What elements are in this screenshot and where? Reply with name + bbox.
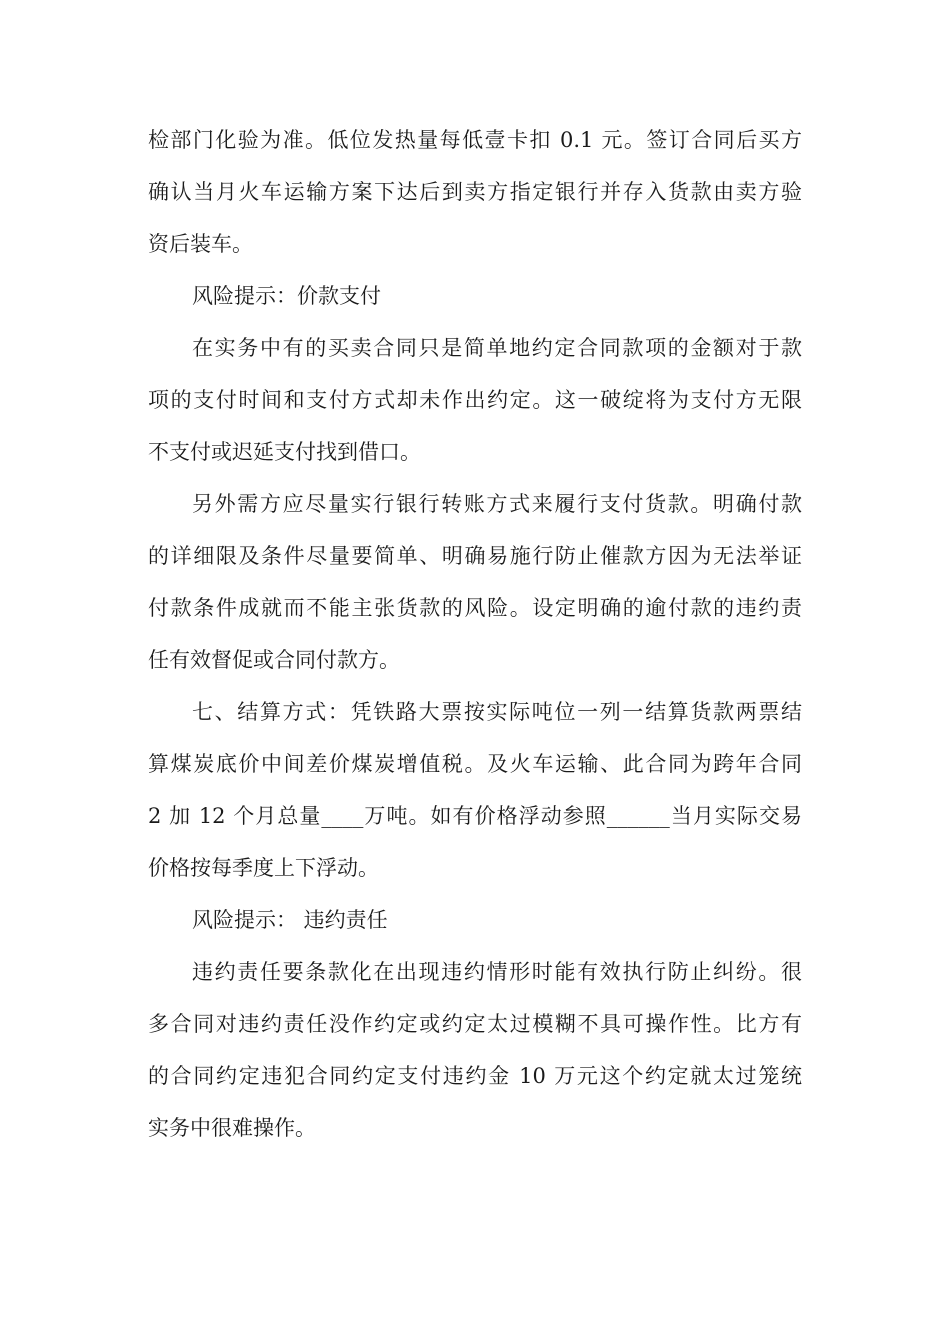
text-line: 违约责任要条款化在出现违约情形时能有效执行防止纠纷。很 — [192, 960, 802, 984]
text-line: 风险提示： 违约责任 — [192, 908, 388, 932]
text-line: 实务中很难操作。 — [148, 1116, 316, 1140]
text-line: 检部门化验为准。低位发热量每低壹卡扣 0.1 元。签订合同后买方 — [148, 128, 802, 152]
text-line: 多合同对违约责任没作约定或约定太过模糊不具可操作性。比方有 — [148, 1012, 802, 1036]
text-line: 付款条件成就而不能主张货款的风险。设定明确的逾付款的违约责 — [148, 596, 802, 620]
text-line: 2 加 12 个月总量____万吨。如有价格浮动参照______当月实际交易 — [148, 804, 802, 828]
text-line: 另外需方应尽量实行银行转账方式来履行支付货款。明确付款 — [192, 492, 802, 516]
text-line: 算煤炭底价中间差价煤炭增值税。及火车运输、此合同为跨年合同 — [148, 752, 802, 776]
text-line: 确认当月火车运输方案下达后到卖方指定银行并存入货款由卖方验 — [148, 180, 802, 204]
text-line: 在实务中有的买卖合同只是简单地约定合同款项的金额对于款 — [192, 336, 802, 360]
heading-risk-payment — [148, 270, 802, 322]
text-line: 的详细限及条件尽量要简单、明确易施行防止催款方因为无法举证 — [148, 544, 802, 568]
text-line: 任有效督促或合同付款方。 — [148, 648, 400, 672]
text-line: 项的支付时间和支付方式却未作出约定。这一破绽将为支付方无限 — [148, 388, 802, 412]
document-page — [148, 114, 802, 1154]
heading-risk-liability — [148, 894, 802, 946]
text-line: 七、结算方式：凭铁路大票按实际吨位一列一结算货款两票结 — [192, 700, 802, 724]
text-line: 风险提示：价款支付 — [192, 284, 381, 308]
paragraph-settlement-method — [148, 686, 802, 894]
paragraph-liability — [148, 946, 802, 1154]
paragraph-payment-terms — [148, 322, 802, 478]
paragraph-bank-transfer — [148, 478, 802, 686]
paragraph-inspection-payment — [148, 114, 802, 270]
text-line: 资后装车。 — [148, 232, 253, 256]
text-line: 的合同约定违犯合同约定支付违约金 10 万元这个约定就太过笼统 — [148, 1064, 802, 1088]
text-line: 价格按每季度上下浮动。 — [148, 856, 379, 880]
text-line: 不支付或迟延支付找到借口。 — [148, 440, 421, 464]
